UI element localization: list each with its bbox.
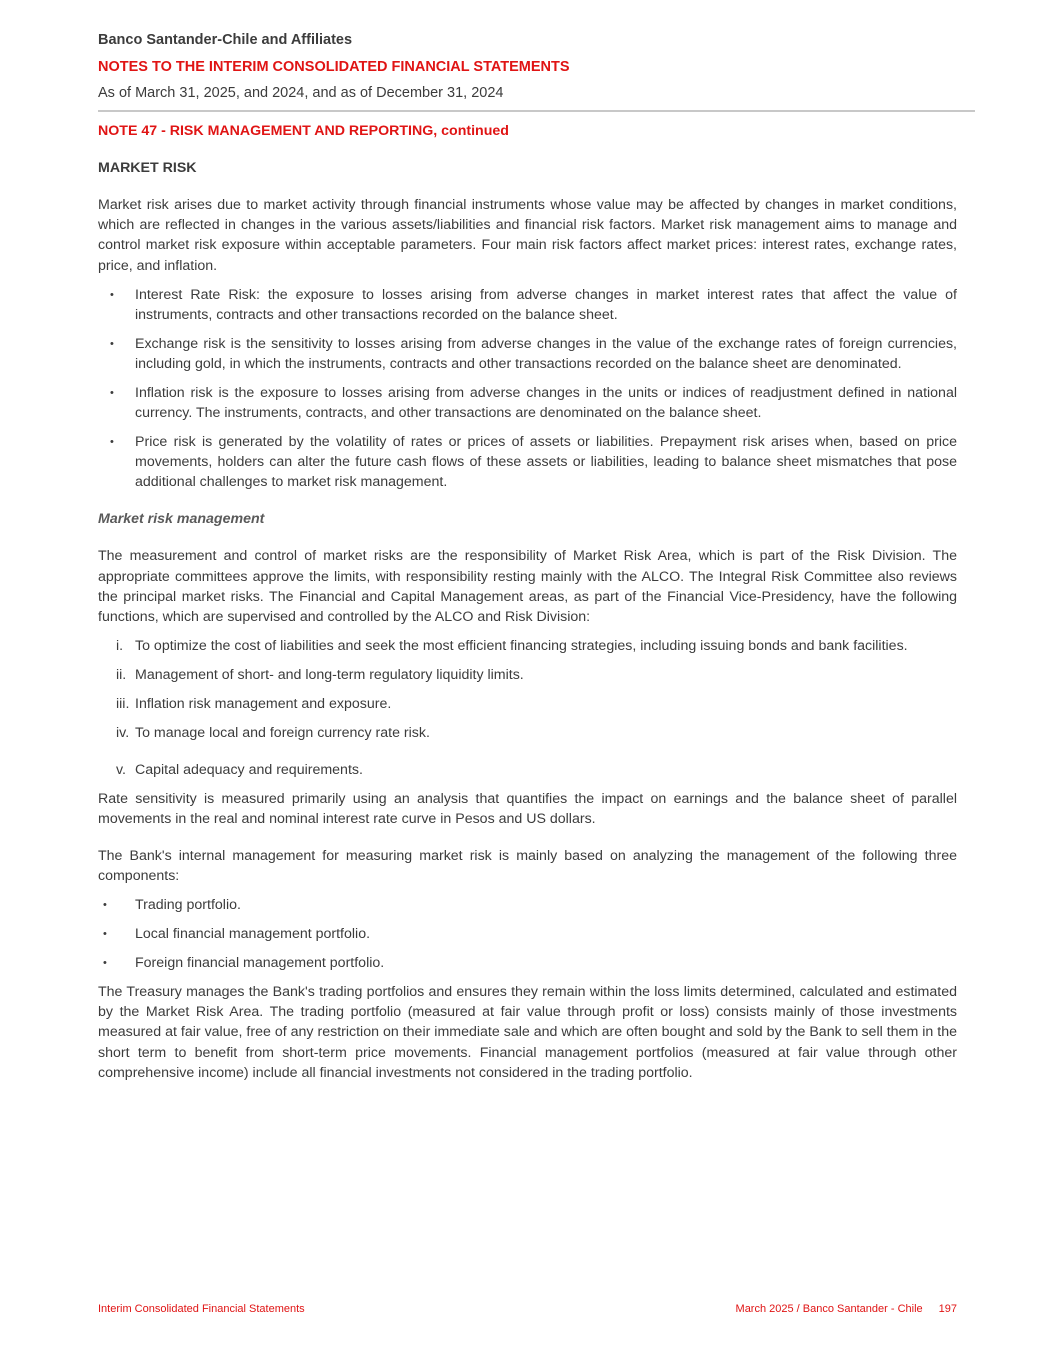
bullet-icon: • xyxy=(103,956,107,969)
list-item xyxy=(98,636,957,656)
footer-right xyxy=(736,1302,957,1316)
list-item-text: Inflation risk is the exposure to losses arising from adverse changes in the units or indices of readjustment defined in national currency. The instruments, contracts, and other transactions are denominated on the balance sheet. xyxy=(135,384,957,421)
section-title: MARKET RISK xyxy=(98,160,197,176)
list-item xyxy=(98,383,957,423)
list-item-text: Management of short- and long-term regulatory liquidity limits. xyxy=(135,666,524,683)
company-name: Banco Santander-Chile and Affiliates xyxy=(98,32,353,48)
list-item-text: Capital adequacy and requirements. xyxy=(135,761,363,778)
header-divider xyxy=(98,110,975,112)
bullet-icon: • xyxy=(103,899,107,912)
treasury-paragraph: The Treasury manages the Bank's trading portfolios and ensures they remain within the loss limits determined, calculated and estimated by the Market Risk Area. The trading portfolio (measured at fair value through profit or loss) consists mainly of those investments measured at fair value, free of any restriction on their immediate sale and which are often bought and sold by the Bank to sell them in the short term to benefit from short-term price movements. Financial management portfolios (measured at fair value through other comprehensive income) include all financial investments not considered in the trading portfolio. xyxy=(98,983,957,1081)
list-item xyxy=(98,665,957,685)
as-of-date: As of March 31, 2025, and 2024, and as of December 31, 2024 xyxy=(98,85,504,101)
notes-title: NOTES TO THE INTERIM CONSOLIDATED FINANCIAL STATEMENTS xyxy=(98,59,570,75)
bullet-icon: • xyxy=(110,288,114,301)
list-item-text: To manage local and foreign currency rate risk. xyxy=(135,724,430,741)
list-item xyxy=(98,432,957,493)
list-item-text: Trading portfolio. xyxy=(135,897,241,914)
rate-sensitivity-paragraph: Rate sensitivity is measured primarily using an analysis that quantifies the impact on earnings and the balance sheet of parallel movements in the real and nominal interest rate curve in Pesos and US dollars. xyxy=(98,790,957,827)
list-item-text: Price risk is generated by the volatility of rates or prices of assets or liabilities. Prepayment risk arises when, based on price movements, holders can alter the future cash flows of these assets or liabilities, leading to balance sheet mismatches that pose additional challenges to market risk management. xyxy=(135,433,957,490)
internal-management-paragraph: The Bank's internal management for measuring market risk is mainly based on analyzing the management of the following three components: xyxy=(98,847,957,885)
bullet-icon: • xyxy=(110,337,114,350)
risk-factor-list xyxy=(98,285,957,492)
note-content xyxy=(98,121,957,1083)
note-title: NOTE 47 - RISK MANAGEMENT AND REPORTING, continued xyxy=(98,123,509,139)
functions-list xyxy=(98,636,957,780)
list-item-text: Exchange risk is the sensitivity to losses arising from adverse changes in the value of the exchange rates of foreign currencies, including gold, in which the instruments, contracts and other transactions recorded on the balance sheet are denominated. xyxy=(135,335,957,372)
list-item-text: Inflation risk management and exposure. xyxy=(135,695,392,712)
list-item-text: Foreign financial management portfolio. xyxy=(135,954,385,971)
intro-paragraph: Market risk arises due to market activity through financial instruments whose value may be affected by changes in market conditions, which are reflected in changes in the various assets/liabilities and financial risk factors. Market risk management aims to manage and control market risk exposure within acceptable parameters. Four main risk factors affect market prices: interest rates, exchange rates, price, and inflation. xyxy=(98,197,957,274)
list-item xyxy=(98,694,957,714)
management-paragraph: The measurement and control of market risks are the responsibility of Market Risk Area, which is part of the Risk Division. The appropriate committees approve the limits, with responsibility resting mainly with the ALCO. The Integral Risk Committee also reviews the principal market risks. The Financial and Capital Management areas, as part of the Financial Vice-Presidency, have the following functions, which are supervised and controlled by the ALCO and Risk Division: xyxy=(98,548,957,625)
bullet-icon: • xyxy=(110,386,114,399)
list-number: iv. xyxy=(116,724,130,741)
page xyxy=(98,0,957,1365)
page-header xyxy=(98,31,975,102)
list-number: iii. xyxy=(116,695,130,712)
components-list xyxy=(98,895,957,973)
page-number: 197 xyxy=(938,1303,957,1315)
list-item-text: To optimize the cost of liabilities and seek the most efficient financing strategies, including issuing bonds and bank facilities. xyxy=(135,638,908,655)
list-item-text: Interest Rate Risk: the exposure to losses arising from adverse changes in market interest rates that affect the value of instruments, contracts and other transactions recorded on the balance sheet. xyxy=(135,286,957,324)
list-item-text: Local financial management portfolio. xyxy=(135,926,371,943)
list-item xyxy=(98,895,957,915)
footer-document-title: Interim Consolidated Financial Statements xyxy=(98,1303,305,1315)
list-number: ii. xyxy=(116,666,127,683)
list-item xyxy=(98,334,957,374)
bullet-icon: • xyxy=(103,928,107,941)
list-item xyxy=(98,723,957,743)
list-item xyxy=(98,924,957,944)
list-number: v. xyxy=(116,761,126,778)
list-item xyxy=(98,953,957,973)
list-item xyxy=(98,285,957,325)
list-number: i. xyxy=(116,638,124,655)
bullet-icon: • xyxy=(110,435,114,448)
subheading: Market risk management xyxy=(98,511,265,528)
list-item xyxy=(98,760,957,780)
footer-period: March 2025 / Banco Santander - Chile xyxy=(735,1303,923,1315)
